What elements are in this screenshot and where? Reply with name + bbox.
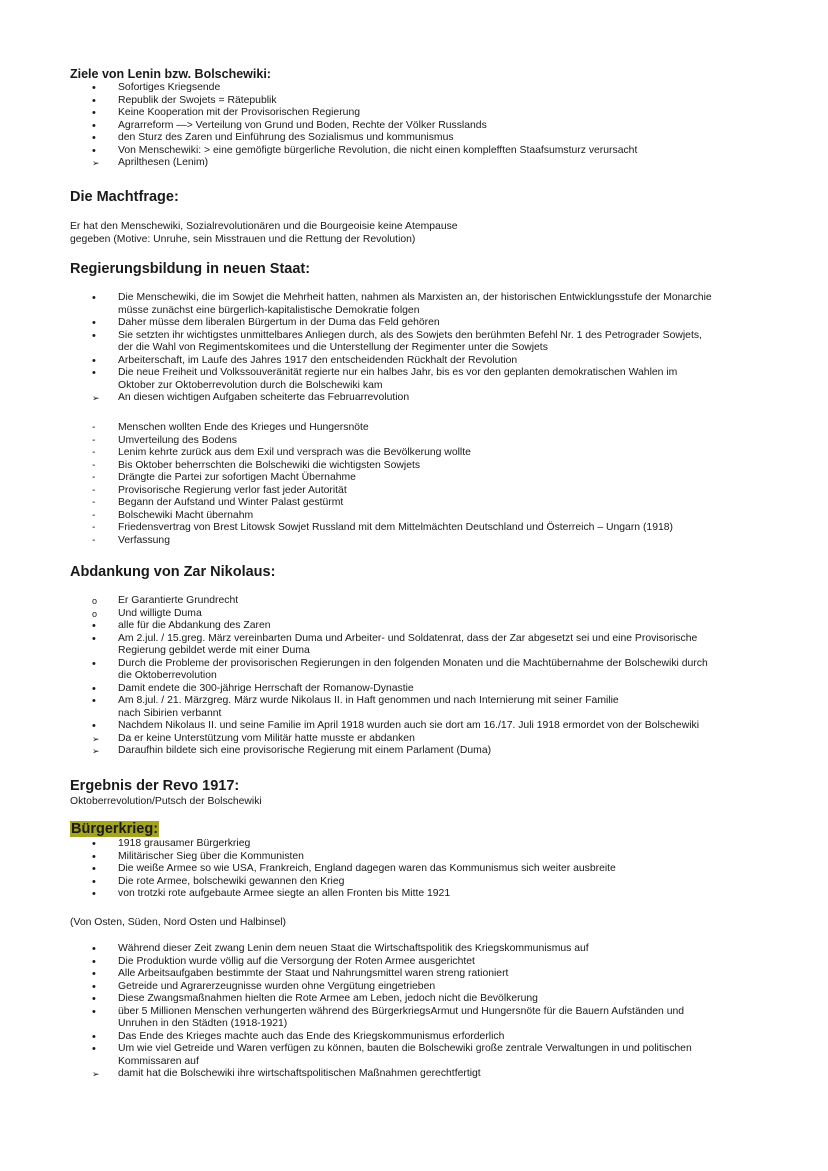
regierung-dash-list <box>92 422 673 547</box>
bullet-icon <box>92 888 112 902</box>
dash-bullet-icon <box>92 447 112 460</box>
heading-abdankung: Abdankung von Zar Nikolaus: <box>70 564 276 580</box>
dash-bullet-icon <box>92 522 112 535</box>
list-item-continuation: müsse zunächst eine bürgerlich-kapitalistische Demokratie folgen <box>118 304 420 316</box>
heading-buergerkrieg <box>70 821 159 837</box>
bullet-icon <box>92 633 112 647</box>
list-item: - Begann der Aufstand und Winter Palast gestürmt <box>92 497 673 510</box>
arrow-bullet-icon <box>92 733 112 747</box>
list-item: • Die weiße Armee so wie USA, Frankreich, England dagegen waren das Kommunismus sich weiter ausbreite <box>92 863 616 876</box>
list-item: • Das Ende des Krieges machte auch das Ende des Kriegskommunismus erforderlich <box>92 1031 692 1044</box>
heading-lenin-goals: Ziele von Lenin bzw. Bolschewiki: <box>70 67 271 81</box>
buergerkrieg-list-2 <box>92 943 692 1081</box>
dash-bullet-icon <box>92 510 112 523</box>
dash-bullet-icon <box>92 485 112 498</box>
list-item: • Am 8.jul. / 21. Märzgreg. März wurde Nikolaus II. in Haft genommen und nach Internierung mit seiner Familie <box>92 695 708 708</box>
list-item: • Von Menschewiki: > eine gemöfigte bürgerliche Revolution, die nicht einen komplefften Staafsumsturz verursacht <box>92 145 637 158</box>
list-item-continuation: Unruhen in den Städten (1918-1921) <box>118 1018 288 1029</box>
bullet-icon <box>92 993 112 1007</box>
arrow-bullet-icon <box>92 745 112 759</box>
list-item: • den Sturz des Zaren und Einführung des Sozialismus und kommunismus <box>92 132 637 145</box>
dash-bullet-icon <box>92 472 112 485</box>
zar-list <box>92 595 708 758</box>
dash-bullet-icon <box>92 435 112 448</box>
list-item: ➢ Daraufhin bildete sich eine provisorische Regierung mit einem Parlament (Duma) <box>92 745 708 758</box>
list-item: ➢ damit hat die Bolschewiki ihre wirtschaftspolitischen Maßnahmen gerechtfertigt <box>92 1068 692 1081</box>
list-item-continuation: Kommissaren auf <box>118 1055 199 1067</box>
machtfrage-line-2: gegeben (Motive: Unruhe, sein Misstrauen und die Rettung der Revolution) <box>70 234 416 245</box>
bullet-icon <box>92 956 112 970</box>
ergebnis-text: Oktoberrevolution/Putsch der Bolschewiki <box>70 796 262 807</box>
bullet-icon <box>92 317 112 331</box>
list-item: • Die Produktion wurde völlig auf die Versorgung der Roten Armee ausgerichtet <box>92 956 692 969</box>
list-item: • Republik der Swojets = Rätepublik <box>92 95 637 108</box>
buergerkrieg-note: (Von Osten, Süden, Nord Osten und Halbinsel) <box>70 917 287 928</box>
circle-bullet-icon <box>92 595 112 609</box>
list-item: - Umverteilung des Bodens <box>92 435 673 448</box>
bullet-icon <box>92 683 112 697</box>
arrow-bullet-icon <box>92 157 112 171</box>
dash-bullet-icon <box>92 460 112 473</box>
heading-machtfrage: Die Machtfrage: <box>70 189 179 205</box>
list-item: o Er Garantierte Grundrecht <box>92 595 708 608</box>
bullet-icon <box>92 695 112 709</box>
bullet-icon <box>92 981 112 995</box>
list-item: • Agrarreform —> Verteilung von Grund und Boden, Rechte der Völker Russlands <box>92 120 637 133</box>
list-item: • Militärischer Sieg über die Kommunisten <box>92 851 616 864</box>
list-item: - Bolschewiki Macht übernahm <box>92 510 673 523</box>
buergerkrieg-list <box>92 838 616 901</box>
bullet-icon <box>92 292 112 306</box>
bullet-icon <box>92 658 112 672</box>
list-item: • über 5 Millionen Menschen verhungerten während des BürgerkriegsArmut und Hungersnöte für die Bauern Aufständen und <box>92 1006 692 1019</box>
bullet-icon <box>92 968 112 982</box>
list-item: • Getreide und Agrarerzeugnisse wurden ohne Vergütung eingetrieben <box>92 981 692 994</box>
list-item: - Bis Oktober beherrschten die Bolschewiki die wichtigsten Sowjets <box>92 460 673 473</box>
list-item: - Lenim kehrte zurück aus dem Exil und versprach was die Bevölkerung wollte <box>92 447 673 460</box>
list-item-continuation: Regierung gebildet werde mit einer Duma <box>118 645 310 656</box>
list-item: ➢ An diesen wichtigen Aufgaben scheiterte das Februarrevolution <box>92 392 712 405</box>
bullet-icon <box>92 120 112 134</box>
list-item: ➢ Aprilthesen (Lenim) <box>92 157 637 170</box>
bullet-icon <box>92 145 112 159</box>
list-item: • von trotzki rote aufgebaute Armee siegte an allen Fronten bis Mitte 1921 <box>92 888 616 901</box>
bullet-icon <box>92 1006 112 1020</box>
heading-ergebnis: Ergebnis der Revo 1917: <box>70 778 240 794</box>
regierung-list <box>92 292 712 405</box>
bullet-icon <box>92 1043 112 1057</box>
list-item: • Alle Arbeitsaufgaben bestimmte der Staat und Nahrungsmittel waren streng rationiert <box>92 968 692 981</box>
list-item: • Durch die Probleme der provisorischen Regierungen in den folgenden Monaten und die Machtübernahme der Bolschewiki durch <box>92 658 708 671</box>
bullet-icon <box>92 107 112 121</box>
bullet-icon <box>92 95 112 109</box>
list-item: • Damit endete die 300-jährige Herrschaft der Romanow-Dynastie <box>92 683 708 696</box>
bullet-icon <box>92 620 112 634</box>
list-item: • Daher müsse dem liberalen Bürgertum in der Duma das Feld gehören <box>92 317 712 330</box>
bullet-icon <box>92 943 112 957</box>
bullet-icon <box>92 1031 112 1045</box>
list-item: • Nachdem Nikolaus II. und seine Familie im April 1918 wurden auch sie dort am 16./17. Juli 1918 ermordet von der Bolschewiki <box>92 720 708 733</box>
list-item: • Um wie viel Getreide und Waren verfügen zu können, bauten die Bolschewiki große zentrale Verwaltungen in und politischen <box>92 1043 692 1056</box>
list-item: - Verfassung <box>92 535 673 548</box>
dash-bullet-icon <box>92 422 112 435</box>
list-item: • Während dieser Zeit zwang Lenin dem neuen Staat die Wirtschaftspolitik des Kriegskommunismus auf <box>92 943 692 956</box>
bullet-icon <box>92 330 112 344</box>
dash-bullet-icon <box>92 535 112 548</box>
list-item: • Keine Kooperation mit der Provisorischen Regierung <box>92 107 637 120</box>
list-item: - Menschen wollten Ende des Krieges und Hungersnöte <box>92 422 673 435</box>
list-item: • Die Menschewiki, die im Sowjet die Mehrheit hatten, nahmen als Marxisten an, der historischen Entwicklungsstufe der Monarchie <box>92 292 712 305</box>
arrow-bullet-icon <box>92 1068 112 1082</box>
bullet-icon <box>92 720 112 734</box>
list-item: • Diese Zwangsmaßnahmen hielten die Rote Armee am Leben, jedoch nicht die Bevölkerung <box>92 993 692 1006</box>
list-item-continuation: nach Sibirien verbannt <box>118 707 222 719</box>
list-item: - Drängte die Partei zur sofortigen Macht Übernahme <box>92 472 673 485</box>
bullet-icon <box>92 355 112 369</box>
lenin-goals-list <box>92 82 637 170</box>
bullet-icon <box>92 82 112 96</box>
list-item: - Friedensvertrag von Brest Litowsk Sowjet Russland mit dem Mittelmächten Deutschland und Österreich – Ungarn (1918) <box>92 522 673 535</box>
list-item: • Sie setzten ihr wichtigstes unmittelbares Anliegen durch, als des Sowjets den berühmten Befehl Nr. 1 des Petrograder Sowjets, <box>92 330 712 343</box>
list-item: • Am 2.jul. / 15.greg. März vereinbarten Duma und Arbeiter- und Soldatenrat, dass der Zar abgesetzt sei und eine Provisorische <box>92 633 708 646</box>
list-item-continuation: die Oktoberrevolution <box>118 670 217 681</box>
bullet-icon <box>92 876 112 890</box>
list-item: • Sofortiges Kriegsende <box>92 82 637 95</box>
list-item: • Arbeiterschaft, im Laufe des Jahres 1917 den entscheidenden Rückhalt der Revolution <box>92 355 712 368</box>
list-item: • Die rote Armee, bolschewiki gewannen den Krieg <box>92 876 616 889</box>
machtfrage-line-1: Er hat den Menschewiki, Sozialrevolutionären und die Bourgeoisie keine Atempause <box>70 221 458 232</box>
circle-bullet-icon <box>92 608 112 622</box>
arrow-bullet-icon <box>92 392 112 406</box>
dash-bullet-icon <box>92 497 112 510</box>
bullet-icon <box>92 863 112 877</box>
highlighted-heading: Bürgerkrieg: <box>71 821 159 837</box>
bullet-icon <box>92 851 112 865</box>
list-item: • alle für die Abdankung des Zaren <box>92 620 708 633</box>
bullet-icon <box>92 132 112 146</box>
list-item-continuation: der die Wahl von Regimentskomitees und die Unterstellung der Regimenter unter die Sowjets <box>118 342 548 353</box>
list-item: - Provisorische Regierung verlor fast jeder Autorität <box>92 485 673 498</box>
list-item-continuation: Oktober zur Oktoberrevolution durch die Bolschewiki kam <box>118 379 383 391</box>
list-item: o Und willigte Duma <box>92 608 708 621</box>
list-item: • 1918 grausamer Bürgerkrieg <box>92 838 616 851</box>
list-item: ➢ Da er keine Unterstützung vom Militär hatte musste er abdanken <box>92 733 708 746</box>
bullet-icon <box>92 367 112 381</box>
list-item: • Die neue Freiheit und Volkssouveränität regierte nur ein halbes Jahr, bis es vor den geplanten demokratischen Wahlen im <box>92 367 712 380</box>
bullet-icon <box>92 838 112 852</box>
heading-regierungsbildung: Regierungsbildung in neuen Staat: <box>70 261 311 277</box>
